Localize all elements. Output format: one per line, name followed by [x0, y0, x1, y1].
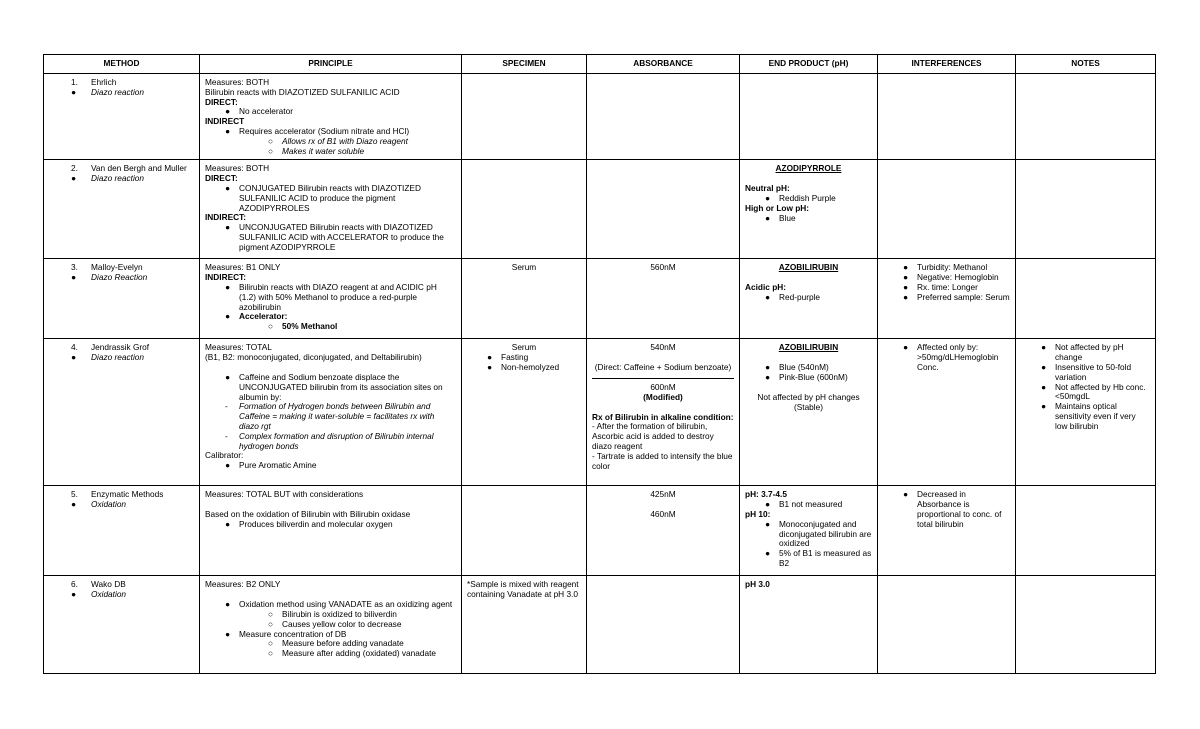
principle-cell: Measures: TOTAL (B1, B2: monoconjugated, diconjugated, and Deltabilirubin) ● Caffeine and Sodium benzoate displace the UNCONJUGATED bilirubin from its association sites on albumin by: - Formation of Hydrogen bonds between Bilirubin and Caffeine = making it water-soluble = facilitates rx with diazo rgt - Complex formation and disruption of Bilirubin internal hydrogen bonds Calibrator: ● Pure Aromatic Amine — [200, 339, 462, 486]
method-name: Ehrlich — [91, 77, 117, 87]
method-name: Wako DB — [91, 579, 126, 590]
method-name: Enzymatic Methods — [91, 489, 164, 500]
specimen-cell — [462, 160, 587, 259]
absorbance-cell — [587, 160, 740, 259]
method-type: Oxidation — [91, 589, 127, 600]
principle-cell: Measures: BOTH Bilirubin reacts with DIAZOTIZED SULFANILIC ACID DIRECT: ● No accelerator INDIRECT ● Requires accelerator (Sodium nitrate and HCl) ○ Allows rx of B1 with Diazo reagent ○ Makes it water soluble — [200, 74, 462, 160]
header-end-product: END PRODUCT (pH) — [740, 55, 878, 74]
specimen-cell: *Sample is mixed with reagent containing Vanadate at pH 3.0 — [462, 576, 587, 674]
method-cell: 3. Malloy-Evelyn ● Diazo Reaction — [44, 259, 200, 339]
method-cell: 4. Jendrassik Grof ● Diazo reaction — [44, 339, 200, 486]
method-type: Oxidation — [91, 499, 127, 510]
end-product-cell: pH: 3.7-4.5 ● B1 not measured pH 10: ● Monoconjugated and diconjugated bilirubin are oxidized ● 5% of B1 is measured as B2 — [740, 486, 878, 576]
specimen-cell: Serum ● Fasting ● Non-hemolyzed — [462, 339, 587, 486]
end-product-cell: AZOBILIRUBIN Acidic pH: ● Red-purple — [740, 259, 878, 339]
method-cell: 1. Ehrlich ● Diazo reaction — [44, 74, 200, 160]
table-row — [44, 74, 1156, 160]
principle-cell: Measures: B2 ONLY ● Oxidation method using VANADATE as an oxidizing agent ○ Bilirubin is oxidized to biliverdin ○ Causes yellow color to decrease ● Measure concentration of DB ○ Measure before adding vanadate ○ Measure after adding (oxidated) vanadate — [200, 576, 462, 674]
interferences-cell — [878, 576, 1016, 674]
interferences-cell — [878, 160, 1016, 259]
specimen-cell: Serum — [462, 259, 587, 339]
absorbance-cell: 560nM — [587, 259, 740, 339]
end-product-cell — [740, 74, 878, 160]
method-cell: 5. Enzymatic Methods ● Oxidation — [44, 486, 200, 576]
header-interferences: INTERFERENCES — [878, 55, 1016, 74]
product-title: AZODIPYRROLE — [775, 163, 842, 174]
principle-cell: Measures: TOTAL BUT with considerations Based on the oxidation of Bilirubin with Bilirubin oxidase ● Produces biliverdin and molecular oxygen — [200, 486, 462, 576]
notes-cell — [1016, 486, 1156, 576]
notes-cell — [1016, 259, 1156, 339]
method-type: Diazo reaction — [91, 173, 145, 184]
method-type: Diazo reaction — [91, 352, 145, 363]
method-type: Diazo reaction — [91, 86, 145, 97]
product-title: AZOBILIRUBIN — [778, 342, 839, 353]
principle-cell: Measures: BOTH DIRECT: ● CONJUGATED Bilirubin reacts with DIAZOTIZED SULFANILIC ACID to produce the pigment AZODIPYRROLES INDIRECT: ● UNCONJUGATED Bilirubin reacts with DIAZOTIZED SULFANILIC ACID with ACCELERATOR to produce the pigment AZODIPYRROLE — [200, 160, 462, 259]
notes-cell — [1016, 74, 1156, 160]
end-product-cell: AZODIPYRROLE Neutral pH: ● Reddish Purple High or Low pH: ● Blue — [740, 160, 878, 259]
specimen-cell — [462, 74, 587, 160]
method-cell: 6. Wako DB ● Oxidation — [44, 576, 200, 674]
divider — [592, 378, 734, 379]
table-row — [44, 160, 1156, 259]
header-principle: PRINCIPLE — [200, 55, 462, 74]
principle-cell: Measures: B1 ONLY INDIRECT: ● Bilirubin reacts with DIAZO reagent at and ACIDIC pH (1.2) with 50% Methanol to produce a red-purple azobilirubin ● Accelerator: ○ 50% Methanol — [200, 259, 462, 339]
absorbance-cell — [587, 74, 740, 160]
notes-cell — [1016, 576, 1156, 674]
table-row — [44, 259, 1156, 339]
bilirubin-methods-table — [43, 54, 1156, 674]
table-row — [44, 486, 1156, 576]
method-name: Malloy-Evelyn — [91, 262, 143, 273]
interferences-cell — [878, 74, 1016, 160]
method-name: Van den Bergh and Muller — [91, 163, 187, 174]
absorbance-cell — [587, 576, 740, 674]
header-notes: NOTES — [1016, 55, 1156, 74]
method-cell: 2. Van den Bergh and Muller ● Diazo reaction — [44, 160, 200, 259]
specimen-cell — [462, 486, 587, 576]
header-absorbance: ABSORBANCE — [587, 55, 740, 74]
notes-cell: ● Not affected by pH change ● Insensitive to 50-fold variation ● Not affected by Hb conc. <50mgdL ● Maintains optical sensitivity even if very low bilirubin — [1016, 339, 1156, 486]
absorbance-cell: 540nM (Direct: Caffeine + Sodium benzoate) 600nM (Modified) Rx of Bilirubin in alkaline condition: - After the formation of bilirubin, Ascorbic acid is added to destroy diazo reagent - Tartrate is added to intensify the blue color — [587, 339, 740, 486]
interferences-cell: ● Turbidity: Methanol ● Negative: Hemoglobin ● Rx. time: Longer ● Preferred sample: Serum — [878, 259, 1016, 339]
header-method: METHOD — [44, 55, 200, 74]
product-title: AZOBILIRUBIN — [778, 262, 839, 273]
table-row — [44, 576, 1156, 674]
end-product-cell: AZOBILIRUBIN ● Blue (540nM) ● Pink-Blue (600nM) Not affected by pH changes (Stable) — [740, 339, 878, 486]
interferences-cell: ● Affected only by: >50mg/dLHemoglobin Conc. — [878, 339, 1016, 486]
end-product-cell: pH 3.0 — [740, 576, 878, 674]
interferences-cell: ● Decreased in Absorbance is proportional to conc. of total bilirubin — [878, 486, 1016, 576]
table-row — [44, 339, 1156, 486]
header-row — [44, 55, 1156, 74]
absorbance-cell: 425nM 460nM — [587, 486, 740, 576]
method-name: Jendrassik Grof — [91, 342, 150, 353]
method-type: Diazo Reaction — [91, 272, 148, 283]
header-specimen: SPECIMEN — [462, 55, 587, 74]
notes-cell — [1016, 160, 1156, 259]
